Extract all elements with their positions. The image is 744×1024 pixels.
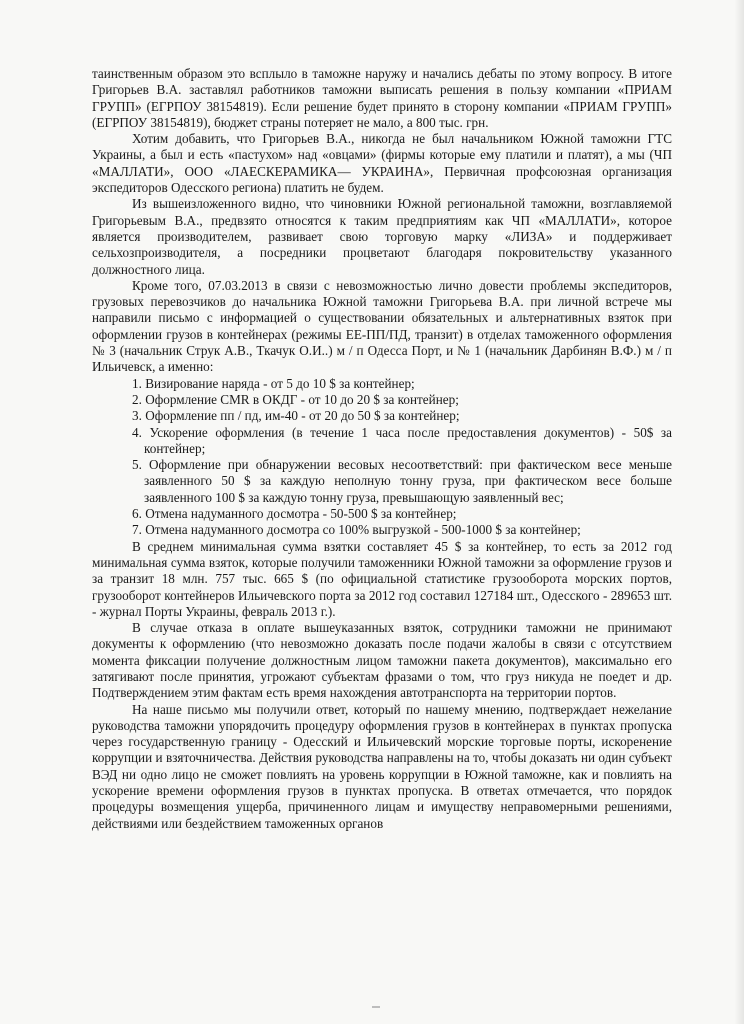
- document-body: [92, 66, 672, 832]
- paragraph-refusal-consequences: В случае отказа в оплате вышеуказанных взяток, сотрудники таможни не принимают документы к оформлению (что невозможно доказать после подачи жалобы в связи с отсутствием момента фиксации получение должностным лицом таможни пакета документов), максимально его затягивают после принятия, угрожают субъектам фразами о том, что груз никуда не поедет и др. Подтверждением этим фактам есть время нахождения автотранспорта на территории портов.: [92, 620, 672, 701]
- list-item: 2. Оформление CMR в ОКДГ - от 10 до 20 $ за контейнер;: [132, 391, 459, 407]
- list-item: 4. Ускорение оформления (в течение 1 часа после предоставления документов) - 50$ за контейнер;: [132, 424, 672, 456]
- paragraph-officials-bias: Из вышеизложенного видно, что чиновники Южной региональной таможни, возглавляемой Григорьевым В.А., предвзято относятся к таким предприятиям как ЧП «МАЛЛАТИ», которое является производителем, развивает свою торговую марку «ЛИЗА» и поддерживает сельхозпроизводителя, а посредники процветают благодаря покровительству указанного должностного лица.: [92, 196, 672, 277]
- bribes-list: [92, 376, 672, 539]
- paragraph-grigoriev-shepherd: Хотим добавить, что Григорьев В.А., никогда не был начальником Южной таможни ГТС Украины, а был и есть «пастухом» над «овцами» (фирмы которые ему платили и платят), а мы (ЧП «МАЛЛАТИ», ООО «ЛАЕСКЕРАМИКА— УКРАИНА», Первичная профсоюзная организация экспедиторов Одесского региона) платить не будем.: [92, 131, 672, 196]
- list-item: 7. Отмена надуманного досмотра со 100% выгрузкой - 500-1000 $ за контейнер;: [132, 522, 581, 538]
- paragraph-average-bribe: В среднем минимальная сумма взятки составляет 45 $ за контейнер, то есть за 2012 год минимальная сумма взяток, которые получили таможенники Южной таможни за оформление грузов и за транзит 18 млн. 757 тыс. 665 $ (по официальной статистике грузооборота морских портов, грузооборот контейнеров Ильичевского порта за 2012 год составил 127184 шт., Одесского - 289653 шт. - журнал Порты Украины, февраль 2013 г.).: [92, 538, 672, 619]
- paragraph-bribes-letter: Кроме того, 07.03.2013 в связи с невозможностью лично довести проблемы экспедиторов, грузовых перевозчиков до начальника Южной таможни Григорьева В.А. при личной встрече мы направили письмо с информацией о существовании обязательных и альтернативных взяток при оформлении грузов в контейнерах (режимы ЕЕ-ПП/ПД, транзит) в отделах таможенного оформления № 3 (начальник Струк А.В., Ткачук О.И..) м / п Одесса Порт, и № 1 (начальник Дарбинян В.Ф.) м / п Ильичевск, а именно:: [92, 277, 672, 375]
- list-item: 3. Оформление пп / пд, им-40 - от 20 до 50 $ за контейнер;: [132, 408, 460, 424]
- list-item: 6. Отмена надуманного досмотра - 50-500 $ за контейнер;: [132, 506, 457, 522]
- paragraph-reply-letter: На наше письмо мы получили ответ, который по нашему мнению, подтверждает нежелание руководства таможни упорядочить процедуру оформления грузов в контейнерах в пунктах пропуска через государственную границу - Одесский и Ильичевский морские торговые порты, искоренение коррупции и взяточничества. Действия руководства направлены на то, чтобы доказать ни один субъект ВЭД ни одно лицо не сможет повлиять на уровень коррупции в Южной таможне, как и повлиять на ускорение времени оформления грузов в пунктах пропуска. В ответах отмечается, что порядок процедуры возмещения ущерба, причиненного лицам и имуществу неправомерными решениями, действиями или бездействием таможенных органов: [92, 701, 672, 831]
- paragraph-continuation: таинственным образом это всплыло в таможне наружу и начались дебаты по этому вопросу. В итоге Григорьев В.А. заставлял работников таможни выписать решения в пользу компании «ПРИАМ ГРУПП» (ЕГРПОУ 38154819). Если решение будет принято в сторону компании «ПРИАМ ГРУПП» (ЕГРПОУ 38154819), бюджет страны потеряет не мало, а 800 тыс. грн.: [92, 66, 672, 130]
- scan-edge-shadow: [734, 0, 744, 1024]
- list-item: 1. Визирование наряда - от 5 до 10 $ за контейнер;: [132, 375, 415, 391]
- scan-mark: [372, 1006, 380, 1008]
- list-item: 5. Оформление при обнаружении весовых несоответствий: при фактическом весе меньше заявленного 50 $ за каждую неполную тонну груза, при фактическом весе больше заявленного 100 $ за каждую тонну груза, превышающую заявленный вес;: [132, 457, 672, 505]
